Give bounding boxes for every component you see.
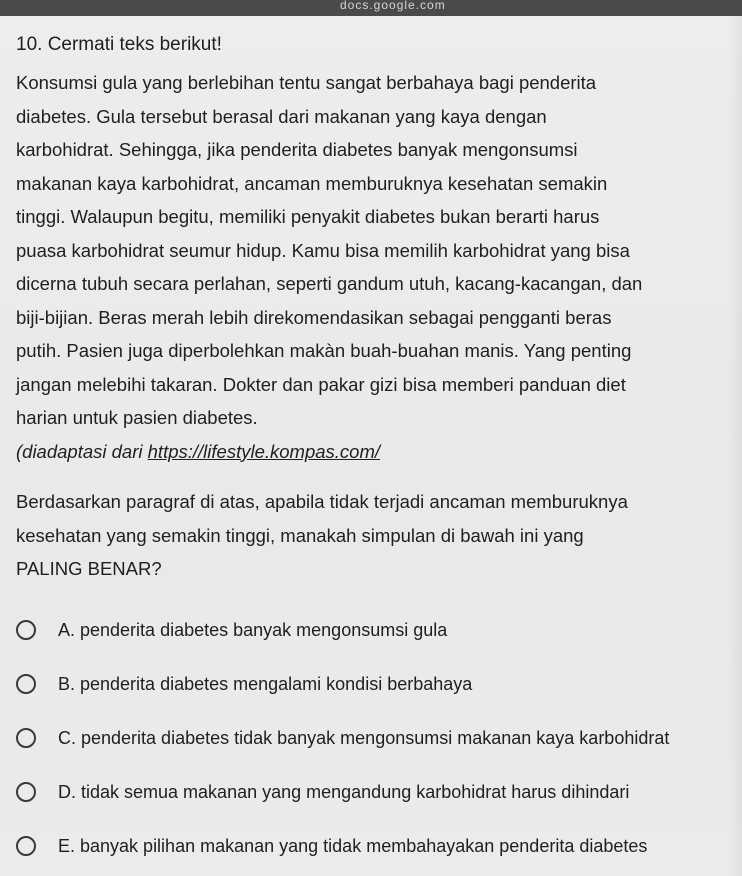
passage-line: putih. Pasien juga diperbolehkan makàn buah-buahan manis. Yang penting bbox=[16, 340, 632, 361]
option-b[interactable] bbox=[16, 669, 472, 699]
option-label: B. penderita diabetes mengalami kondisi berbahaya bbox=[58, 673, 473, 694]
passage-line: harian untuk pasien diabetes. bbox=[16, 407, 258, 428]
passage-line: dicerna tubuh secara perlahan, seperti gandum utuh, kacang-kacangan, dan bbox=[16, 273, 643, 294]
option-label: D. tidak semua makanan yang mengandung karbohidrat harus dihindari bbox=[58, 781, 630, 802]
passage-line: diabetes. Gula tersebut berasal dari makanan yang kaya dengan bbox=[16, 105, 547, 127]
passage-text bbox=[16, 66, 736, 468]
prompt-line: kesehatan yang semakin tinggi, manakah simpulan di bawah ini yang bbox=[16, 524, 584, 546]
option-d[interactable] bbox=[16, 777, 629, 807]
option-label: C. penderita diabetes tidak banyak mengonsumsi makanan kaya karbohidrat bbox=[58, 727, 670, 748]
passage-line: tinggi. Walaupun begitu, memiliki penyakit diabetes bukan berarti harus bbox=[16, 206, 600, 227]
passage-line: karbohidrat. Sehingga, jika penderita diabetes banyak mengonsumsi bbox=[16, 139, 578, 160]
radio-button-icon[interactable] bbox=[16, 674, 36, 694]
passage-line: jangan melebihi takaran. Dokter dan pakar gizi bisa memberi panduan diet bbox=[16, 373, 626, 395]
source-citation bbox=[16, 435, 736, 469]
browser-top-bar bbox=[0, 0, 742, 16]
option-a[interactable] bbox=[16, 615, 447, 645]
prompt-line: Berdasarkan paragraf di atas, apabila tidak terjadi ancaman memburuknya bbox=[16, 491, 628, 512]
passage-line: makanan kaya karbohidrat, ancaman memburuknya kesehatan semakin bbox=[16, 172, 608, 194]
source-link[interactable]: https://lifestyle.kompas.com/ bbox=[147, 440, 381, 462]
passage-line: Konsumsi gula yang berlebihan tentu sangat berbahaya bagi penderita bbox=[16, 72, 597, 93]
prompt-line: PALING BENAR? bbox=[16, 558, 162, 579]
option-c[interactable] bbox=[16, 723, 669, 753]
radio-button-icon[interactable] bbox=[16, 728, 36, 748]
option-e[interactable] bbox=[16, 831, 647, 861]
radio-button-icon[interactable] bbox=[16, 836, 36, 856]
option-label: E. banyak pilihan makanan yang tidak membahayakan penderita diabetes bbox=[58, 835, 648, 856]
option-label: A. penderita diabetes banyak mengonsumsi gula bbox=[58, 619, 448, 640]
question-title: 10. Cermati teks berikut! bbox=[16, 34, 222, 55]
radio-button-icon[interactable] bbox=[16, 782, 36, 802]
passage-line: biji-bijian. Beras merah lebih direkomendasikan sebagai pengganti beras bbox=[16, 306, 612, 328]
question-prompt bbox=[16, 485, 736, 586]
radio-button-icon[interactable] bbox=[16, 620, 36, 640]
url-text: docs.google.com bbox=[340, 0, 446, 12]
passage-line: puasa karbohidrat seumur hidup. Kamu bisa memilih karbohidrat yang bisa bbox=[16, 239, 630, 261]
source-prefix: (diadaptasi dari bbox=[16, 440, 148, 462]
